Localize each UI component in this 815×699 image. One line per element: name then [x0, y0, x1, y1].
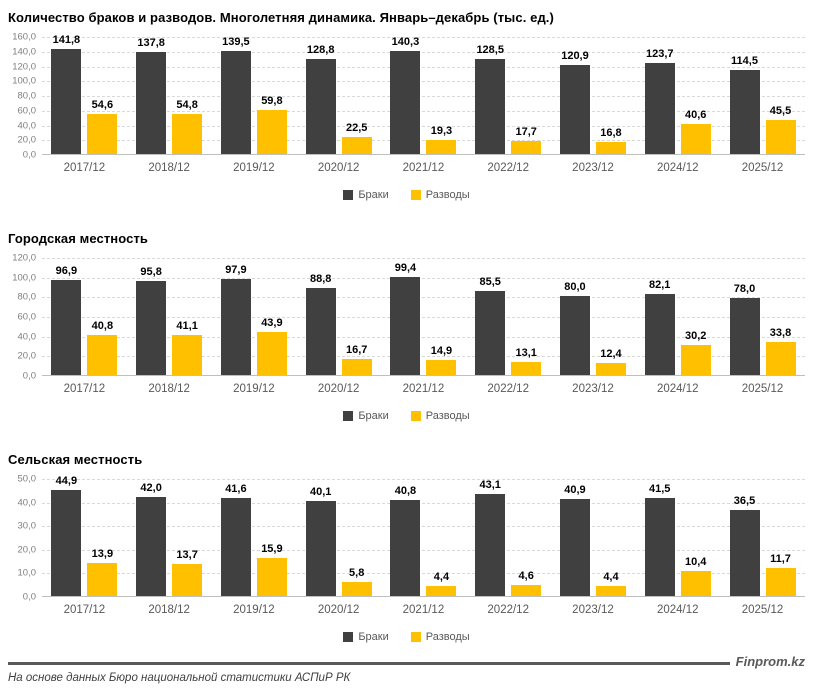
bar-value-label: 140,3: [391, 35, 420, 48]
bar-group: [136, 482, 202, 596]
bar-value-label: 59,8: [261, 94, 283, 107]
y-axis: [8, 252, 42, 382]
y-tick-label: 60,0: [17, 105, 36, 117]
bar-value-label: 128,8: [306, 44, 335, 57]
bar-column: [257, 95, 287, 154]
chart-title: Количество браков и разводов. Многолетняя динамика. Январь–декабрь (тыс. ед.): [8, 10, 554, 25]
x-tick-label: 2018/12: [148, 604, 190, 616]
bar-value-label: 80,0: [564, 281, 586, 294]
legend-item-marriages: [343, 630, 388, 643]
legend-swatch-marriages: [343, 411, 353, 421]
bar-groups: [42, 34, 805, 154]
bar-column: [221, 36, 251, 154]
legend-swatch-divorces: [411, 190, 421, 200]
legend-swatch-divorces: [411, 632, 421, 642]
x-tick-label: 2017/12: [63, 383, 106, 395]
bar-column: [257, 317, 287, 375]
bar-value-label: 82,1: [649, 279, 671, 292]
y-tick-label: 100,0: [12, 272, 36, 284]
legend: [8, 630, 805, 643]
bar-group: [560, 50, 626, 154]
bar-value-label: 120,9: [561, 49, 589, 62]
plot-wrap: [8, 473, 805, 603]
bar-divorces: [596, 363, 626, 375]
bar-value-label: 85,5: [479, 275, 501, 288]
bar-group: [645, 279, 711, 375]
bar-column: [645, 279, 675, 375]
y-tick-label: 160,0: [12, 31, 36, 43]
bar-value-label: 123,7: [645, 47, 674, 60]
bar-marriages: [645, 498, 675, 596]
bar-group: [390, 262, 456, 375]
bar-column: [511, 570, 541, 596]
bar-divorces: [172, 114, 202, 154]
y-tick-label: 140,0: [12, 46, 36, 58]
x-tick-label: 2021/12: [402, 604, 445, 616]
y-tick-label: 20,0: [17, 134, 36, 146]
bar-marriages: [51, 280, 81, 375]
bar-value-label: 45,5: [769, 105, 792, 118]
plot-wrap: [8, 252, 805, 382]
bar-value-label: 41,6: [225, 482, 247, 495]
bar-group: [730, 283, 796, 375]
bar-marriages: [730, 70, 760, 154]
x-tick-label: 2019/12: [233, 604, 275, 616]
y-tick-label: 120,0: [12, 61, 36, 72]
x-tick-label: 2022/12: [487, 162, 529, 174]
bar-divorces: [87, 335, 117, 375]
plot-area: [42, 258, 805, 376]
bar-value-label: 10,4: [685, 556, 707, 569]
bar-marriages: [136, 281, 166, 375]
bar-divorces: [511, 585, 541, 596]
bar-column: [645, 483, 675, 596]
bar-column: [560, 281, 590, 375]
bar-group: [560, 281, 626, 375]
y-tick-label: 0,0: [22, 591, 36, 603]
bar-divorces: [766, 342, 796, 375]
bar-value-label: 41,5: [649, 483, 671, 496]
bar-value-label: 54,8: [176, 98, 198, 111]
brand-watermark: Finprom.kz: [735, 654, 805, 669]
bar-value-label: 88,8: [309, 272, 332, 285]
bar-divorces: [426, 140, 456, 154]
bar-groups: [42, 258, 805, 375]
bar-value-label: 54,6: [91, 98, 114, 111]
bar-value-label: 43,9: [261, 316, 283, 329]
bar-divorces: [681, 124, 711, 154]
x-tick-label: 2019/12: [233, 162, 275, 174]
bar-column: [560, 484, 590, 596]
y-tick-label: 40,0: [17, 120, 36, 131]
legend-label: Браки: [358, 188, 389, 201]
bar-column: [51, 34, 81, 154]
bar-value-label: 11,7: [770, 553, 791, 566]
y-axis: [8, 473, 42, 603]
bar-value-label: 40,8: [91, 319, 114, 332]
bar-column: [221, 483, 251, 596]
bar-column: [51, 475, 81, 596]
bar-value-label: 96,9: [55, 264, 78, 277]
y-tick-label: 80,0: [17, 90, 36, 102]
bar-group: [475, 276, 541, 375]
legend: [8, 188, 805, 201]
bar-column: [342, 122, 372, 154]
chart-title: Сельская местность: [8, 452, 143, 467]
chart-title: Городская местность: [8, 231, 148, 246]
bar-value-label: 14,9: [430, 345, 453, 358]
bar-column: [87, 548, 117, 596]
bar-marriages: [390, 277, 420, 375]
bar-group: [730, 495, 796, 596]
bar-column: [475, 276, 505, 375]
bar-divorces: [766, 120, 796, 154]
bar-value-label: 19,3: [430, 124, 453, 137]
y-tick-label: 60,0: [17, 311, 36, 323]
bar-divorces: [426, 360, 456, 375]
bar-value-label: 17,7: [515, 125, 537, 138]
bar-column: [257, 543, 287, 596]
bar-value-label: 4,4: [433, 570, 450, 583]
x-tick-label: 2019/12: [233, 383, 275, 395]
legend-label: Разводы: [425, 630, 470, 643]
bar-marriages: [560, 499, 590, 596]
source-note: На основе данных Бюро национальной статистики АСПиР РК: [8, 672, 351, 684]
bar-column: [306, 273, 336, 375]
y-tick-label: 30,0: [17, 520, 36, 532]
bar-marriages: [221, 279, 251, 375]
bar-divorces: [596, 586, 626, 596]
bar-group: [475, 479, 541, 596]
bar-column: [342, 567, 372, 596]
x-tick-label: 2023/12: [572, 383, 614, 395]
bar-value-label: 128,5: [476, 44, 504, 57]
legend-swatch-divorces: [411, 411, 421, 421]
bar-divorces: [257, 558, 287, 596]
bar-group: [645, 48, 711, 154]
x-tick-label: 2024/12: [656, 162, 699, 174]
bar-column: [426, 571, 456, 596]
legend-label: Разводы: [425, 188, 470, 201]
y-tick-label: 40,0: [17, 497, 36, 509]
bar-group: [221, 36, 287, 154]
bar-divorces: [511, 141, 541, 154]
bar-value-label: 40,6: [685, 109, 707, 122]
bar-value-label: 30,2: [685, 330, 707, 343]
x-tick-label: 2017/12: [63, 604, 106, 616]
x-tick-label: 2025/12: [741, 604, 784, 616]
bar-column: [136, 37, 166, 154]
bar-column: [172, 320, 202, 375]
bar-value-label: 16,8: [600, 126, 622, 139]
bar-marriages: [221, 51, 251, 154]
x-axis: [42, 604, 805, 616]
x-tick-label: 2025/12: [741, 162, 784, 174]
bar-value-label: 13,1: [515, 347, 537, 360]
plot-area: [42, 475, 805, 597]
bar-group: [560, 484, 626, 596]
bar-value-label: 40,1: [309, 486, 332, 499]
legend-item-marriages: [343, 188, 388, 201]
bar-column: [730, 283, 760, 375]
bar-column: [511, 126, 541, 154]
chart-urban: [8, 231, 805, 422]
x-tick-label: 2023/12: [572, 162, 614, 174]
bar-column: [475, 44, 505, 154]
bar-column: [645, 48, 675, 154]
bar-value-label: 4,6: [518, 570, 534, 583]
bar-divorces: [342, 582, 372, 596]
bar-value-label: 13,9: [91, 548, 114, 561]
bar-groups: [42, 475, 805, 596]
bar-column: [681, 330, 711, 375]
bar-value-label: 22,5: [345, 122, 368, 135]
bar-value-label: 78,0: [733, 283, 756, 296]
x-tick-label: 2022/12: [487, 604, 529, 616]
x-tick-label: 2024/12: [656, 604, 699, 616]
legend-swatch-marriages: [343, 632, 353, 642]
bar-value-label: 5,8: [349, 567, 365, 580]
x-tick-label: 2020/12: [317, 604, 360, 616]
bar-value-label: 137,8: [137, 37, 165, 50]
bar-marriages: [136, 497, 166, 596]
bar-column: [172, 549, 202, 596]
bar-divorces: [596, 142, 626, 154]
bar-group: [390, 36, 456, 154]
bar-group: [136, 37, 202, 154]
x-axis: [42, 383, 805, 395]
bar-column: [306, 486, 336, 596]
bar-marriages: [475, 59, 505, 154]
bar-value-label: 33,8: [769, 326, 792, 339]
bar-divorces: [426, 586, 456, 596]
bar-value-label: 114,5: [731, 54, 758, 67]
bar-column: [172, 99, 202, 154]
bar-group: [136, 266, 202, 375]
bar-divorces: [257, 332, 287, 375]
x-axis: [42, 162, 805, 174]
bar-marriages: [645, 294, 675, 375]
bar-marriages: [645, 63, 675, 154]
x-tick-label: 2023/12: [572, 604, 614, 616]
y-tick-label: 0,0: [22, 149, 36, 161]
legend-item-divorces: [411, 630, 470, 643]
bar-group: [475, 44, 541, 154]
y-tick-label: 40,0: [17, 331, 36, 343]
y-tick-label: 80,0: [17, 291, 36, 303]
plot-area: [42, 34, 805, 155]
bar-value-label: 95,8: [140, 265, 162, 278]
y-tick-label: 10,0: [17, 567, 36, 579]
legend-swatch-marriages: [343, 190, 353, 200]
bar-column: [475, 479, 505, 596]
x-tick-label: 2020/12: [317, 162, 360, 174]
bar-group: [306, 273, 372, 375]
bar-marriages: [306, 288, 336, 375]
bar-group: [221, 483, 287, 596]
bar-value-label: 40,8: [394, 484, 417, 497]
x-tick-label: 2025/12: [741, 383, 784, 395]
bar-column: [390, 485, 420, 596]
footer-divider: [8, 662, 730, 665]
chart-overall: [8, 10, 805, 201]
legend: [8, 409, 805, 422]
x-tick-label: 2017/12: [63, 162, 106, 174]
bar-column: [136, 482, 166, 596]
x-tick-label: 2020/12: [317, 383, 360, 395]
bar-marriages: [560, 65, 590, 154]
bar-column: [221, 264, 251, 375]
bar-value-label: 41,1: [176, 319, 198, 332]
x-tick-label: 2021/12: [402, 383, 445, 395]
bar-marriages: [51, 490, 81, 596]
bar-column: [136, 266, 166, 375]
bar-column: [730, 55, 760, 154]
bar-column: [596, 571, 626, 596]
legend-label: Браки: [358, 630, 389, 643]
bar-column: [511, 347, 541, 375]
bar-marriages: [390, 500, 420, 596]
bar-divorces: [172, 564, 202, 596]
bar-column: [766, 327, 796, 375]
bar-marriages: [390, 51, 420, 154]
bar-group: [51, 265, 117, 375]
x-tick-label: 2018/12: [148, 383, 190, 395]
bar-value-label: 97,9: [225, 263, 247, 276]
bar-value-label: 141,8: [52, 34, 81, 47]
bar-column: [306, 44, 336, 154]
bar-divorces: [342, 137, 372, 154]
bar-marriages: [306, 501, 336, 596]
bar-group: [390, 485, 456, 596]
bar-value-label: 99,4: [394, 262, 417, 275]
bar-column: [730, 495, 760, 596]
bar-group: [730, 55, 796, 154]
legend-item-divorces: [411, 409, 470, 422]
bar-column: [681, 109, 711, 154]
bar-value-label: 13,7: [176, 548, 198, 561]
bar-group: [51, 475, 117, 596]
bar-column: [681, 556, 711, 596]
bar-column: [426, 125, 456, 154]
y-tick-label: 50,0: [17, 473, 36, 485]
bar-divorces: [87, 114, 117, 154]
y-tick-label: 20,0: [17, 350, 36, 362]
bar-value-label: 139,5: [222, 36, 250, 49]
bar-marriages: [475, 494, 505, 596]
y-tick-label: 100,0: [12, 75, 36, 87]
bar-divorces: [257, 110, 287, 154]
legend-item-divorces: [411, 188, 470, 201]
bar-divorces: [681, 345, 711, 375]
bar-divorces: [766, 568, 796, 596]
bar-value-label: 12,4: [600, 347, 622, 360]
bar-column: [766, 105, 796, 154]
bar-column: [87, 320, 117, 375]
x-tick-label: 2021/12: [402, 162, 445, 174]
bar-marriages: [475, 291, 505, 375]
legend-item-marriages: [343, 409, 388, 422]
bar-column: [596, 348, 626, 375]
x-tick-label: 2018/12: [148, 162, 190, 174]
y-axis: [8, 31, 42, 161]
bar-marriages: [306, 59, 336, 154]
legend-label: Разводы: [425, 409, 470, 422]
x-tick-label: 2024/12: [656, 383, 699, 395]
x-tick-label: 2022/12: [487, 383, 529, 395]
bar-value-label: 40,9: [564, 484, 586, 497]
bar-divorces: [87, 563, 117, 596]
bar-group: [51, 34, 117, 154]
y-tick-label: 120,0: [12, 252, 36, 264]
bar-group: [221, 264, 287, 375]
bar-value-label: 36,5: [733, 494, 756, 507]
bar-column: [560, 50, 590, 154]
bar-column: [390, 262, 420, 375]
bar-value-label: 42,0: [140, 481, 162, 494]
chart-rural: [8, 452, 805, 643]
footer: [8, 655, 805, 668]
legend-label: Браки: [358, 409, 389, 422]
bar-column: [426, 345, 456, 375]
bar-column: [87, 99, 117, 154]
bar-group: [306, 44, 372, 154]
bar-divorces: [681, 571, 711, 596]
bar-value-label: 16,7: [345, 343, 368, 356]
bar-divorces: [172, 335, 202, 375]
y-tick-label: 0,0: [22, 370, 36, 382]
bar-divorces: [511, 362, 541, 375]
bar-group: [645, 483, 711, 596]
bar-group: [306, 486, 372, 596]
bar-column: [596, 127, 626, 154]
bar-marriages: [51, 49, 81, 154]
bar-marriages: [560, 296, 590, 375]
bar-marriages: [221, 498, 251, 596]
bar-value-label: 4,4: [603, 570, 619, 583]
bar-column: [342, 344, 372, 375]
y-tick-label: 20,0: [17, 544, 36, 556]
bar-value-label: 15,9: [261, 543, 283, 556]
plot-wrap: [8, 31, 805, 161]
bar-column: [390, 36, 420, 154]
bar-divorces: [342, 359, 372, 375]
bar-value-label: 43,1: [479, 479, 501, 492]
bar-column: [51, 265, 81, 375]
bar-value-label: 44,9: [55, 475, 78, 488]
bar-column: [766, 553, 796, 596]
bar-marriages: [136, 52, 166, 154]
bar-marriages: [730, 298, 760, 375]
bar-marriages: [730, 510, 760, 596]
